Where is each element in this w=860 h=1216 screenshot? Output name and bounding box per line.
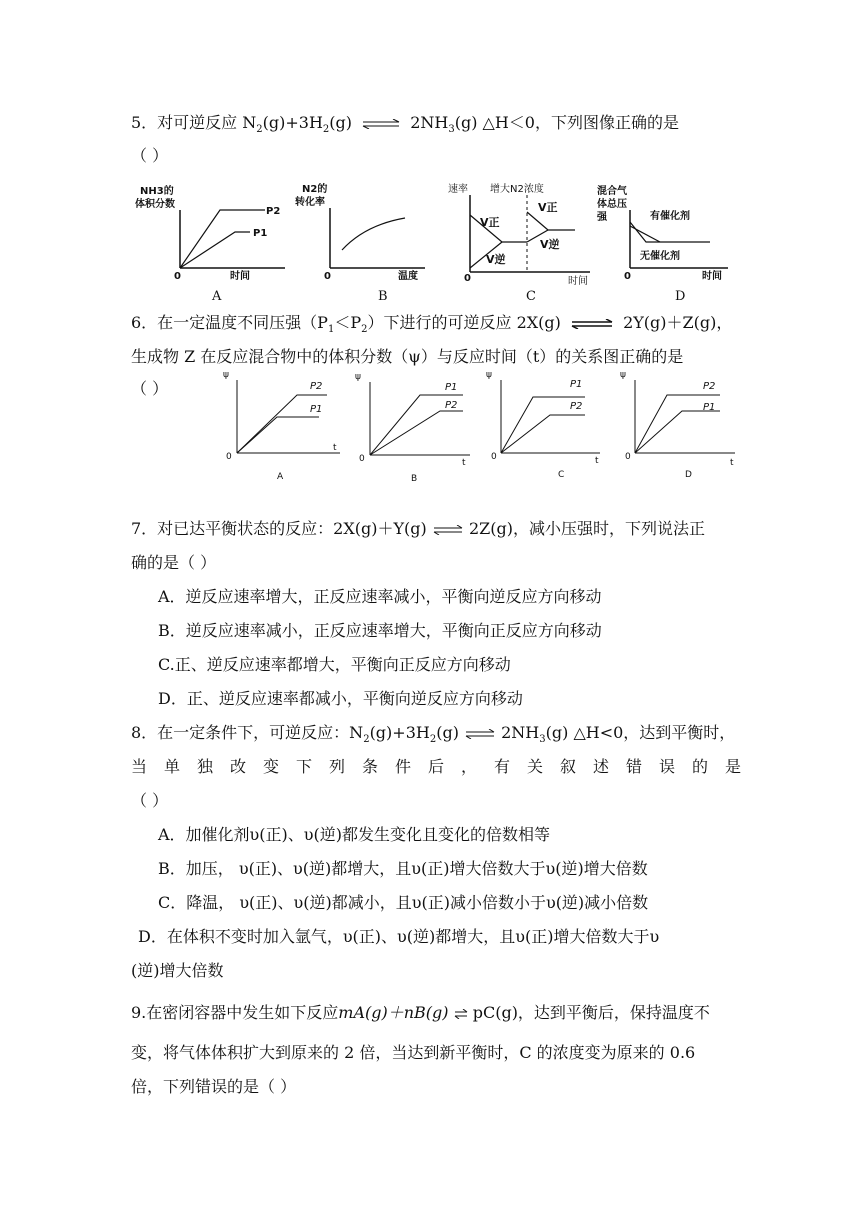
- svg-text:强: 强: [597, 212, 607, 223]
- svg-text:P1: P1: [253, 228, 268, 239]
- svg-text:混合气: 混合气: [597, 186, 627, 197]
- q8-line2: 当单独改变下列条件后，有关叙述错误的是: [131, 757, 759, 776]
- svg-text:0: 0: [464, 273, 471, 284]
- svg-text:温度: 温度: [398, 271, 418, 282]
- q6-figures: [215, 365, 745, 485]
- q6-paren: （ ）: [131, 379, 169, 398]
- svg-text:A: A: [277, 472, 284, 482]
- svg-text:V正: V正: [480, 216, 500, 229]
- q5-graph-c: [448, 182, 590, 304]
- q5-graph-d: [596, 184, 728, 304]
- svg-text:0: 0: [491, 452, 497, 462]
- equilibrium-arrow-icon: [433, 525, 463, 535]
- q5-stem: 5．对可逆反应 $N_2(g)+3H_2(g)$ $2NH_3(g)$ △H＜0，下列图像正确的是: [131, 113, 679, 136]
- q6-graph-d: [620, 370, 735, 480]
- svg-text:P2: P2: [570, 401, 583, 412]
- svg-text:0: 0: [359, 454, 365, 464]
- svg-text:C: C: [558, 470, 565, 480]
- q7-option-d: D．正、逆反应速率都减小，平衡向逆反应方向移动: [158, 689, 523, 708]
- svg-text:P1: P1: [570, 379, 583, 390]
- svg-text:B: B: [378, 289, 388, 304]
- svg-text:体积分数: 体积分数: [135, 199, 175, 210]
- svg-text:V逆: V逆: [486, 253, 506, 266]
- svg-text:P2: P2: [703, 381, 716, 392]
- q5-graph-b: [295, 182, 425, 304]
- svg-text:C: C: [526, 289, 536, 304]
- svg-text:0: 0: [624, 271, 631, 282]
- q6-line2: 生成物 Z 在反应混合物中的体积分数（ψ）与反应时间（t）的关系图正确的是: [131, 347, 684, 366]
- q6-graph-a: [223, 370, 340, 482]
- svg-text:无催化剂: 无催化剂: [640, 251, 680, 262]
- q7-line1: 7．对已达平衡状态的反应：2X(g)＋Y(g) 2Z(g)，减小压强时，下列说法正: [131, 519, 705, 538]
- q6-line1: 6．在一定温度不同压强$(P_1<P_2)$下进行的可逆反应 2X(g) 2Y(g)＋Z(g)，: [131, 313, 733, 336]
- svg-text:B: B: [411, 474, 418, 484]
- svg-text:A: A: [212, 289, 222, 304]
- svg-text:ψ: ψ: [355, 372, 361, 382]
- svg-text:P2: P2: [310, 381, 323, 392]
- q8-option-a: A．加催化剂υ(正)、υ(逆)都发生变化且变化的倍数相等: [158, 825, 550, 844]
- svg-text:D: D: [675, 289, 686, 304]
- q5-graph-a: [135, 184, 285, 304]
- svg-text:D: D: [685, 470, 692, 480]
- svg-text:P1: P1: [310, 404, 323, 415]
- svg-text:N2的: N2的: [302, 184, 328, 195]
- svg-text:t: t: [462, 458, 466, 468]
- svg-text:ψ: ψ: [620, 370, 626, 380]
- svg-text:时间: 时间: [702, 271, 722, 282]
- q7-option-b: B．逆反应速率减小，正反应速率增大，平衡向正反应方向移动: [158, 621, 602, 640]
- q8-option-b: B．加压， υ(正)、υ(逆)都增大，且υ(正)增大倍数大于υ(逆)增大倍数: [158, 859, 648, 878]
- svg-text:P1: P1: [445, 382, 458, 393]
- svg-text:t: t: [333, 443, 337, 453]
- svg-text:ψ: ψ: [223, 370, 229, 380]
- q8-option-d-cont: (逆)增大倍数: [131, 961, 224, 980]
- svg-text:0: 0: [324, 271, 331, 282]
- svg-text:体总压: 体总压: [597, 199, 627, 210]
- svg-text:V逆: V逆: [540, 238, 560, 251]
- q6-graph-b: [355, 372, 470, 484]
- equilibrium-arrow-icon: [454, 1009, 468, 1019]
- svg-text:P2: P2: [266, 206, 281, 217]
- svg-text:V正: V正: [538, 201, 558, 214]
- svg-text:有催化剂: 有催化剂: [650, 211, 690, 222]
- svg-text:转化率: 转化率: [295, 197, 325, 208]
- svg-text:速率: 速率: [448, 184, 468, 195]
- q8-option-d: D．在体积不变时加入氩气，υ(正)、υ(逆)都增大，且υ(正)增大倍数大于υ: [138, 927, 660, 946]
- q9-line1: 9.在密闭容器中发生如下反应mA(g)＋nB(g) pC(g)，达到平衡后，保持温度不: [131, 1003, 710, 1022]
- q9-line3: 倍，下列错误的是（ ）: [131, 1077, 297, 1096]
- svg-text:t: t: [595, 456, 599, 466]
- q7-line2: 确的是（ ）: [131, 553, 217, 572]
- svg-text:增大N2浓度: 增大N2浓度: [490, 184, 544, 195]
- equilibrium-arrow-icon: [361, 119, 401, 129]
- q7-option-c: C.正、逆反应速率都增大，平衡向正反应方向移动: [158, 655, 511, 674]
- svg-text:0: 0: [226, 452, 232, 462]
- q6-graph-c: [486, 370, 600, 480]
- q5-figures: [130, 180, 730, 305]
- svg-text:P2: P2: [445, 400, 458, 411]
- svg-text:NH3的: NH3的: [140, 186, 174, 197]
- svg-text:时间: 时间: [568, 276, 588, 287]
- svg-text:0: 0: [625, 452, 631, 462]
- svg-text:时间: 时间: [230, 271, 250, 282]
- svg-text:ψ: ψ: [486, 370, 492, 380]
- svg-text:t: t: [730, 458, 734, 468]
- q9-line2: 变，将气体体积扩大到原来的 2 倍，当达到新平衡时，C 的浓度变为原来的 0.6: [131, 1043, 696, 1062]
- q8-paren: （ ）: [131, 791, 169, 810]
- equilibrium-arrow-icon: [465, 729, 495, 739]
- q7-option-a: A．逆反应速率增大，正反应速率减小，平衡向逆反应方向移动: [158, 587, 602, 606]
- q8-line1: 8．在一定条件下，可逆反应：$N_2(g)+3H_2(g)$ $2NH_3(g)$ △H<0，达到平衡时，: [131, 723, 736, 746]
- svg-text:P1: P1: [703, 402, 716, 413]
- q5-paren: （ ）: [131, 146, 169, 165]
- svg-text:0: 0: [174, 271, 181, 282]
- q8-option-c: C．降温， υ(正)、υ(逆)都减小，且υ(正)减小倍数小于υ(逆)减小倍数: [158, 893, 649, 912]
- equilibrium-arrow-icon: [570, 319, 614, 329]
